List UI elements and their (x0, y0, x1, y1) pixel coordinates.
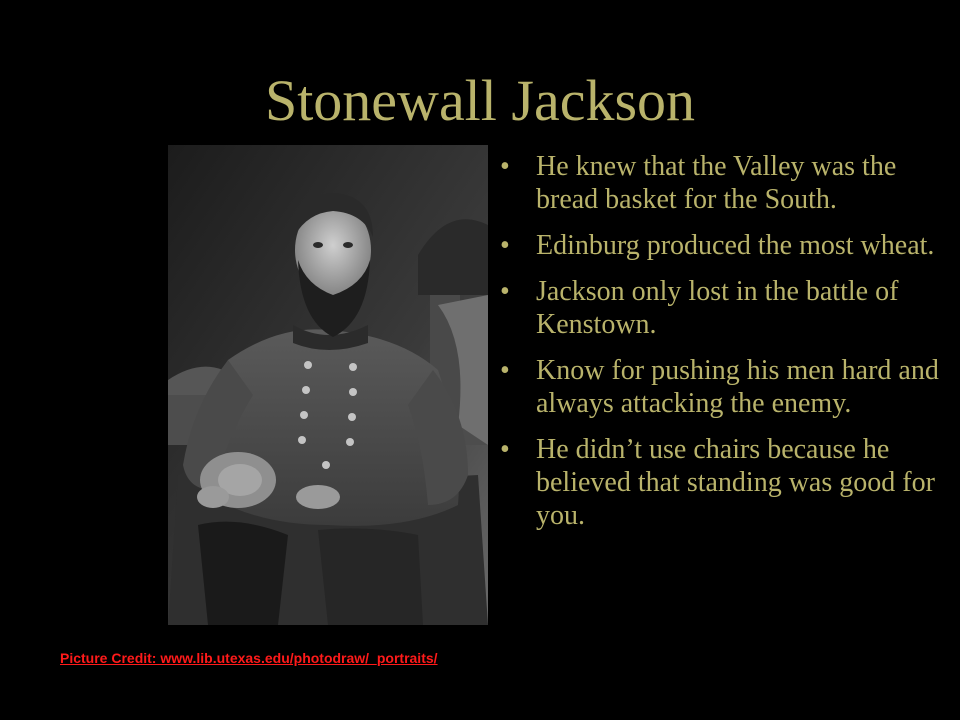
bullet-item (500, 354, 945, 420)
slide-title: Stonewall Jackson (264, 68, 696, 133)
bullet-item (500, 229, 945, 262)
picture-credit-link[interactable]: Picture Credit: www.lib.utexas.edu/photodraw/_portraits/ (60, 650, 438, 666)
bullet-dot-icon: • (500, 434, 510, 465)
portrait-image (168, 145, 488, 625)
bullet-item (500, 433, 945, 532)
bullet-text: Know for pushing his men hard and always attacking the enemy. (536, 355, 939, 419)
bullet-dot-icon: • (500, 355, 510, 386)
bullet-dot-icon: • (500, 276, 510, 307)
bullet-item (500, 275, 945, 341)
bullet-item (500, 150, 945, 216)
bullet-text: Jackson only lost in the battle of Kenstown. (536, 276, 899, 340)
bullet-list (500, 150, 945, 545)
bullet-dot-icon: • (500, 151, 510, 182)
bullet-text: He knew that the Valley was the bread basket for the South. (536, 151, 897, 215)
bullet-text: Edinburg produced the most wheat. (536, 230, 935, 261)
portrait-engraving (168, 145, 488, 625)
bullet-dot-icon: • (500, 230, 510, 261)
bullet-text: He didn’t use chairs because he believed that standing was good for you. (536, 434, 935, 531)
